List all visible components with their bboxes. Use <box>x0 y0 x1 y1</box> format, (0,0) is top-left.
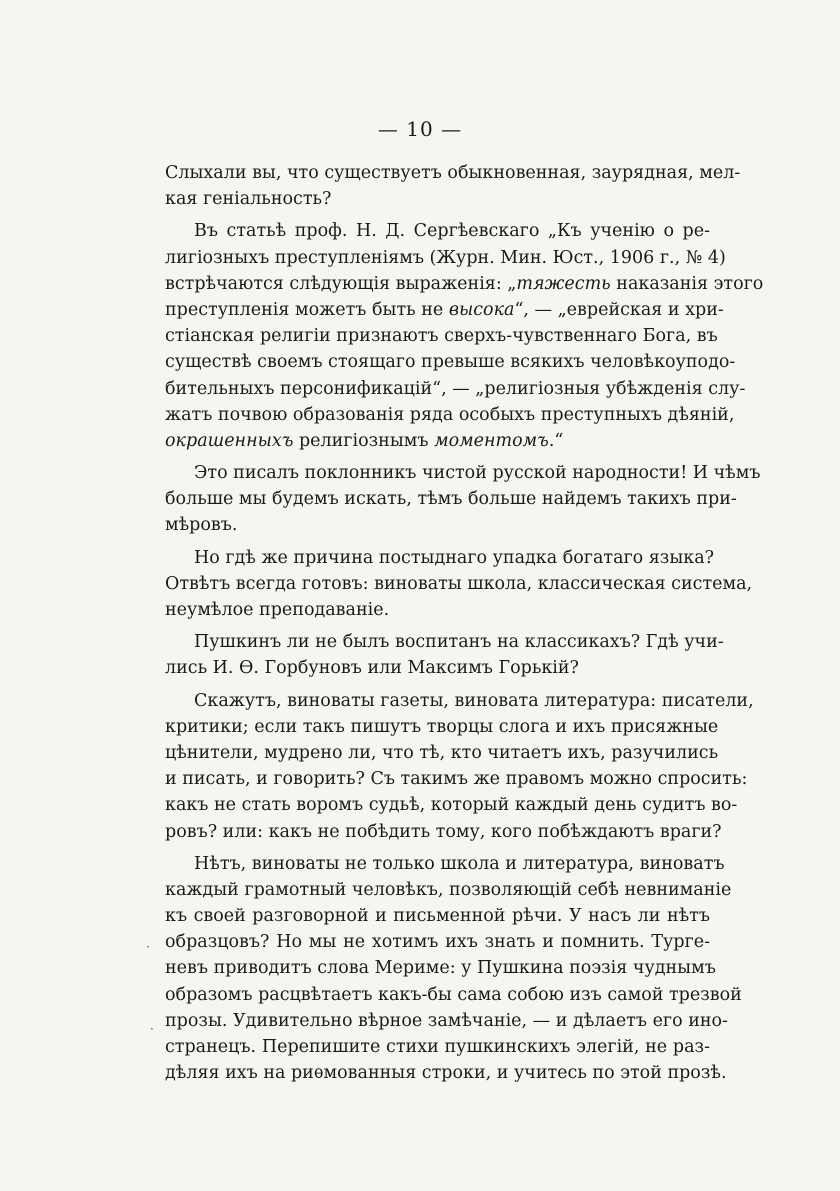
text-line <box>165 323 718 349</box>
line-text: преступленія можетъ быть не <box>165 299 449 320</box>
text-line <box>165 1034 710 1060</box>
text-line <box>165 297 724 323</box>
line-text: образомъ расцвѣтаетъ какъ-бы сама собою изъ самой трезвой <box>165 984 742 1005</box>
line-text: религіознымъ <box>293 430 435 451</box>
line-text: неумѣлое преподаваніе. <box>165 600 390 620</box>
text-line <box>165 929 710 955</box>
line-text: Но гдѣ же причина постыднаго упадка богатаго языка? <box>194 547 715 568</box>
line-text: цѣнители, мудрено ли, что тѣ, кто читаетъ ихъ, разучились <box>165 742 719 763</box>
text-line <box>165 349 736 375</box>
text-line <box>165 766 748 792</box>
italic-text: моментомъ <box>434 430 549 451</box>
text-line <box>165 512 710 538</box>
line-text: стіанская религіи признаютъ сверхъ-чувственнаго Бога, въ <box>165 326 718 347</box>
scan-speck: · <box>146 940 150 954</box>
line-text: Это писалъ поклонникъ чистой русской народности! И чѣмъ <box>194 463 761 484</box>
text-line <box>165 714 719 740</box>
text-line <box>165 982 742 1008</box>
text-line <box>165 218 710 244</box>
line-text: Отвѣтъ всегда готовъ: виноваты школа, классическая система, <box>165 573 753 594</box>
line-text: “, — „еврейская и хри- <box>514 299 724 320</box>
italic-text: тяжесть <box>516 273 611 294</box>
text-line <box>165 688 754 714</box>
line-text: больше мы будемъ искать, тѣмъ больше найдемъ такихъ при- <box>165 489 737 510</box>
body-text <box>165 160 764 1086</box>
text-line <box>165 545 715 571</box>
text-line <box>165 877 732 903</box>
line-text: жатъ почвою образованія ряда особыхъ преступныхъ дѣяній, <box>165 404 735 425</box>
italic-text: высока <box>448 299 515 320</box>
line-text: къ своей разговорной и письменной рѣчи. У насъ ли нѣтъ <box>165 906 710 927</box>
line-text: образцовъ? Но мы не хотимъ ихъ знать и помнить. Турге- <box>165 932 710 953</box>
line-text: кая геніальность? <box>165 189 332 210</box>
scan-speck: · <box>150 1022 154 1036</box>
text-line <box>165 903 710 929</box>
line-text: дѣляя ихъ на риѳмованныя строки, и учитесь по этой прозѣ. <box>165 1063 727 1084</box>
text-line <box>165 629 724 655</box>
text-line <box>165 402 735 428</box>
text-line <box>165 955 716 981</box>
text-line <box>165 597 710 623</box>
line-text: наказанія этого <box>610 273 764 294</box>
line-text: каждый грамотный человѣкъ, позволяющій себѣ невниманіе <box>165 879 732 900</box>
line-text: встрѣчаются слѣдующія выраженія: „ <box>165 273 517 294</box>
text-line <box>165 460 761 486</box>
text-line <box>165 1060 727 1086</box>
line-text: Пушкинъ ли не былъ воспитанъ на классикахъ? Гдѣ учи- <box>194 632 724 653</box>
text-line <box>165 571 753 597</box>
line-text: мѣровъ. <box>165 515 238 536</box>
text-line <box>165 655 710 681</box>
line-text: критики; если такъ пишутъ творцы слога и ихъ присяжные <box>165 716 719 737</box>
line-text: какъ не стать воромъ судьѣ, который каждый день судитъ во- <box>165 795 738 816</box>
line-text: .“ <box>548 430 564 451</box>
line-text: ровъ? или: какъ не побѣдить тому, кого побѣждаютъ враги? <box>165 821 722 842</box>
line-text: Слыхали вы, что существуетъ обыкновенная, заурядная, мел- <box>165 163 741 183</box>
line-text: и писать, и говорить? Съ такимъ же правомъ можно спросить: <box>165 769 748 790</box>
line-text: Скажутъ, виноваты газеты, виновата литература: писатели, <box>194 690 754 711</box>
text-line <box>165 851 725 877</box>
line-text: лись И. Ѳ. Горбуновъ или Максимъ Горькій? <box>165 658 579 679</box>
text-line <box>165 428 710 454</box>
text-line <box>165 186 710 212</box>
text-line <box>165 792 738 818</box>
line-text: лигіозныхъ преступленіямъ (Журн. Мин. Юст., 1906 г., № 4) <box>165 247 726 268</box>
text-line <box>165 819 722 845</box>
text-line <box>165 245 726 271</box>
italic-text: окрашенныхъ <box>165 430 294 451</box>
text-line <box>165 740 719 766</box>
text-line <box>165 271 764 297</box>
line-text: прозы. Удивительно вѣрное замѣчаніе, — и дѣлаетъ его ино- <box>165 1010 728 1031</box>
line-text: бительныхъ персонификацій“, — „религіозныя убѣжденія слу- <box>165 378 746 399</box>
line-text: Нѣтъ, виноваты не только школа и литература, виноватъ <box>194 853 725 874</box>
line-text: странецъ. Перепишите стихи пушкинскихъ элегій, не раз- <box>165 1037 710 1057</box>
page-number: — 10 — <box>377 117 463 141</box>
line-text: невъ приводитъ слова Мериме: у Пушкина поэзія чуднымъ <box>165 958 716 979</box>
text-line <box>165 1008 728 1034</box>
text-line <box>165 486 737 512</box>
text-line <box>165 376 746 402</box>
line-text: Въ статьѣ проф. Н. Д. Сергѣевскаго „Къ ученію о ре- <box>194 221 710 242</box>
text-line <box>165 160 741 186</box>
line-text: существѣ своемъ стоящаго превыше всякихъ человѣкоуподо- <box>165 352 736 373</box>
